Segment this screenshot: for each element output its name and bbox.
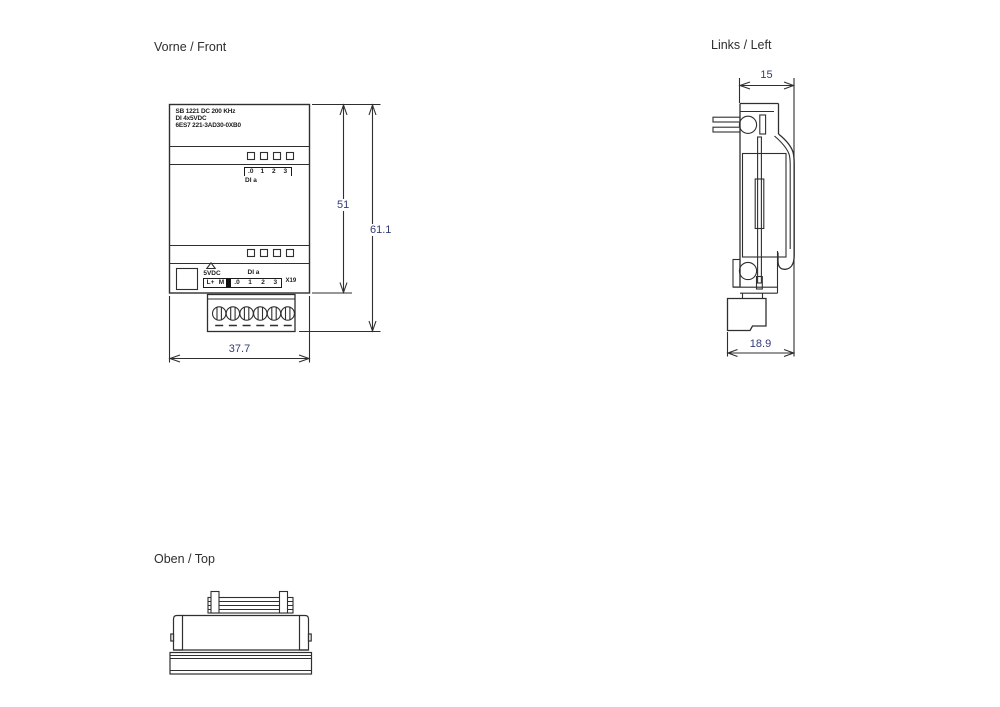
left-screw-bottom (739, 262, 756, 279)
front-button-square (177, 269, 198, 290)
channel-label: .0 (248, 167, 254, 175)
left-view-title: Links / Left (711, 38, 772, 52)
power-voltage-label: 5VDC (203, 269, 221, 277)
top-connector-block (208, 592, 293, 614)
terminal-block (208, 295, 296, 332)
led-indicators-bottom (248, 250, 294, 257)
front-view-drawing (170, 105, 381, 363)
left-terminal-protrusion (728, 299, 767, 331)
top-base (170, 653, 312, 675)
top-view-title: Oben / Top (154, 552, 215, 566)
channel-label: 3 (283, 167, 288, 175)
terminal-label-ch2: 2 (261, 278, 265, 286)
terminal-label-lplus: L+ (206, 278, 215, 286)
device-name: SB 1221 DC 200 KHz (175, 107, 236, 115)
terminal-label-ch3: 3 (273, 278, 278, 286)
front-section-dividers (170, 147, 310, 264)
din-clip-inner (775, 136, 791, 249)
channel-label: 1 (260, 167, 265, 175)
terminal-label-m: M (218, 278, 225, 286)
channel-label: 2 (271, 167, 276, 175)
front-module-outline (170, 105, 310, 294)
left-center-rod (755, 137, 764, 289)
terminal-screws (213, 307, 295, 320)
terminal-label-row (203, 278, 282, 288)
dim-depth-value: 15 (760, 69, 773, 81)
left-screw-top (739, 116, 756, 133)
device-order-number: 6ES7 221-3AD30-0XB0 (175, 122, 241, 130)
dim-total-depth-value: 18.9 (749, 338, 772, 350)
terminal-label-ch1: 1 (248, 278, 252, 286)
front-view-title: Vorne / Front (154, 40, 227, 54)
terminal-label-ch0: .0 (234, 278, 240, 286)
left-body-outline (740, 104, 779, 288)
front-height-dimensions (299, 105, 381, 332)
connector-designation: X19 (285, 278, 297, 284)
di-byte-label-bottom: DI a (247, 268, 260, 276)
left-pins (713, 117, 740, 132)
led-channel-labels (244, 167, 292, 176)
dim-body-height-value: 51 (337, 198, 350, 211)
di-byte-label: DI a (245, 176, 257, 184)
dim-width-value: 37.7 (228, 343, 251, 355)
led-indicators-top (248, 153, 294, 160)
left-view-drawing (713, 78, 794, 357)
top-body (171, 616, 311, 651)
top-view-drawing (170, 592, 312, 675)
device-label-block (176, 108, 241, 130)
dim-total-height-value: 61.1 (370, 224, 392, 236)
device-io-type: DI 4x5VDC (175, 114, 207, 122)
